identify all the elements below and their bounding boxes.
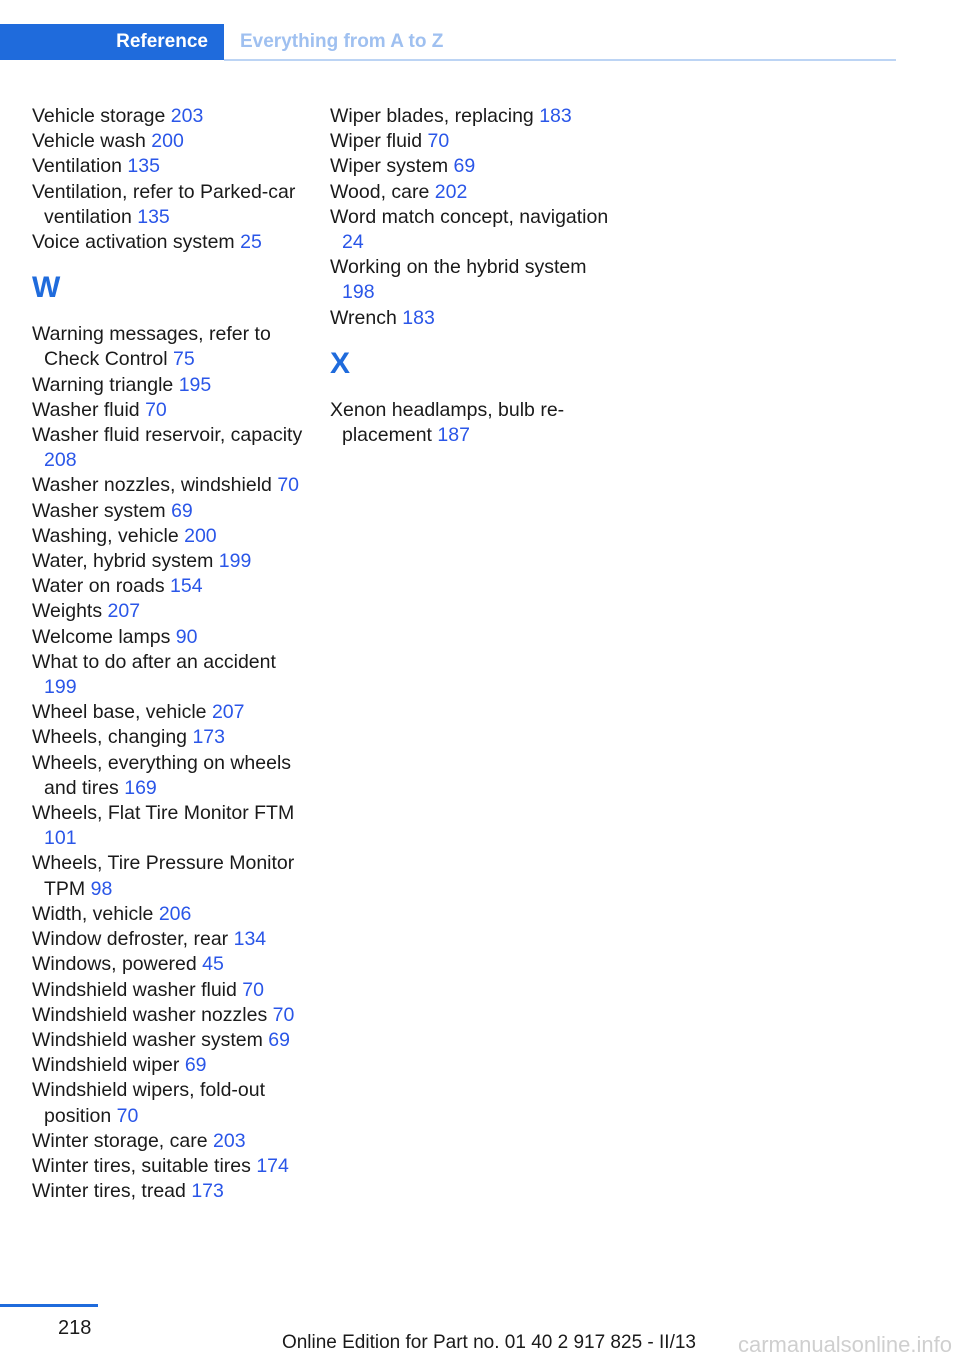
index-entry-term: Xenon headlamps, bulb replacement: [330, 398, 565, 447]
index-entry-term: Winter tires, suitable tires: [32, 1154, 251, 1177]
index-entry: [32, 599, 312, 624]
index-entry-term: Washer fluid reservoir, capacity: [32, 424, 303, 447]
section-tab-everything-a-to-z[interactable]: Everything from A to Z: [240, 31, 444, 52]
index-entry: [32, 927, 312, 952]
index-entry: [32, 104, 312, 129]
index-entry-term: Welcome lamps: [32, 625, 171, 648]
index-entry-term: Winter tires, tread: [32, 1180, 186, 1203]
page-link[interactable]: 134: [233, 928, 267, 951]
index-entry-term: Vehicle storage: [32, 105, 166, 127]
page-link[interactable]: 183: [402, 306, 435, 329]
page-link[interactable]: 173: [191, 1180, 224, 1203]
index-entry-term: Windshield washer nozzles: [32, 1003, 268, 1026]
index-entry-term: Washer fluid: [32, 398, 140, 421]
index-entry-term: Washer nozzles, windshield: [32, 474, 272, 497]
page-link[interactable]: 203: [213, 1129, 246, 1152]
page-link[interactable]: 200: [184, 524, 217, 547]
index-entry-term: What to do after an accident: [32, 650, 276, 673]
page-link[interactable]: 135: [127, 155, 160, 178]
index-entry: [32, 851, 312, 901]
page-link[interactable]: 98: [90, 877, 113, 900]
page-link[interactable]: 70: [427, 130, 450, 153]
index-entry: [32, 373, 312, 398]
index-entry-term: Wheels, changing: [32, 726, 188, 749]
index-entry-term: Windshield washer system: [32, 1028, 263, 1051]
index-entry: [330, 398, 610, 448]
index-entry: [32, 1078, 312, 1128]
index-entry-term: Working on the hybrid system: [330, 256, 587, 279]
page-link[interactable]: 198: [342, 281, 375, 304]
index-entry: [330, 180, 610, 205]
page-link[interactable]: 207: [211, 701, 245, 724]
page-link[interactable]: 199: [218, 550, 252, 573]
page-header: [0, 24, 896, 62]
index-entry-term: Windshield wipers, fold-out position: [32, 1079, 266, 1127]
page-link[interactable]: 173: [192, 726, 225, 749]
index-entry: [32, 700, 312, 725]
page-link[interactable]: 187: [437, 424, 470, 447]
index-entry: [32, 499, 312, 524]
index-entry: [330, 104, 610, 129]
section-letter-x: X: [330, 346, 351, 380]
index-entry-term: Wheels, Tire Pressure Monitor TPM: [32, 852, 295, 900]
page-link[interactable]: 70: [242, 978, 264, 1001]
index-entry: [330, 129, 610, 154]
page-link[interactable]: 208: [44, 449, 77, 472]
page-link[interactable]: 154: [170, 575, 203, 598]
index-entry-term: Wrench: [330, 306, 397, 329]
index-entry: [32, 473, 312, 498]
index-entry-term: Word match concept, navigation: [330, 205, 609, 228]
index-entry: [32, 978, 312, 1003]
page-number: 218: [58, 1317, 92, 1339]
page-link[interactable]: 45: [202, 953, 224, 976]
page-link[interactable]: 200: [151, 130, 184, 153]
index-column-right: [330, 104, 610, 448]
page-link[interactable]: 69: [268, 1028, 290, 1051]
page-link[interactable]: 69: [184, 1054, 207, 1077]
index-entry-term: Warning triangle: [32, 373, 174, 396]
page-link[interactable]: 169: [124, 776, 157, 799]
index-entry: [32, 1154, 312, 1179]
index-entry: [32, 725, 312, 750]
index-entry: [32, 1003, 312, 1028]
header-divider: [224, 59, 896, 61]
index-entry: [32, 230, 312, 255]
index-entry-term: Wiper blades, replacing: [330, 105, 534, 127]
page-link[interactable]: 174: [256, 1154, 289, 1177]
index-entry: [32, 650, 312, 700]
index-entry: [32, 1129, 312, 1154]
index-entry-term: Wood, care: [330, 180, 430, 203]
index-entry: [330, 205, 610, 255]
index-entry-term: Winter storage, care: [32, 1129, 208, 1152]
page-link[interactable]: 75: [172, 348, 195, 371]
index-entry-term: Warning messages, refer to Check Control: [32, 323, 271, 371]
index-entry: [32, 902, 312, 927]
index-entry-term: Ventilation: [32, 155, 122, 178]
page-link[interactable]: 69: [171, 499, 193, 522]
index-entry: [32, 180, 312, 230]
index-entry: [32, 625, 312, 650]
index-entry: [32, 322, 312, 372]
index-entry-term: Weights: [32, 600, 103, 623]
index-entry: [32, 751, 312, 801]
page-link[interactable]: 206: [158, 902, 192, 925]
index-entry-term: Wheels, everything on wheels and tires: [32, 751, 292, 799]
watermark: carmanualsonline.info: [737, 1332, 952, 1357]
index-entry: [330, 255, 610, 305]
page-link[interactable]: 70: [145, 398, 167, 421]
index-entry: [32, 801, 312, 851]
index-entry-term: Ventilation, refer to Parked-car ventilation: [32, 180, 296, 228]
page-link[interactable]: 70: [277, 474, 300, 497]
index-entry: [330, 306, 610, 331]
index-entry: [32, 574, 312, 599]
page-link[interactable]: 202: [434, 180, 468, 203]
index-entry-term: Wheels, Flat Tire Monitor FTM: [32, 802, 295, 825]
page-link[interactable]: 25: [240, 231, 262, 254]
page-link[interactable]: 69: [453, 155, 476, 178]
index-entry: [32, 1053, 312, 1078]
page-link[interactable]: 203: [170, 105, 204, 127]
index-entry-term: Windows, powered: [32, 953, 197, 976]
index-entry: [32, 1179, 312, 1204]
page-link[interactable]: 207: [107, 600, 141, 623]
index-entry-term: Water on roads: [32, 575, 165, 598]
index-entry: [32, 129, 312, 154]
page-link[interactable]: 101: [44, 827, 77, 850]
page-link[interactable]: 70: [272, 1003, 295, 1026]
index-entry: [32, 952, 312, 977]
index-entry-term: Wheel base, vehicle: [32, 701, 207, 724]
index-column-left: [32, 104, 312, 1204]
index-entry: [32, 549, 312, 574]
section-letter-w: W: [32, 271, 61, 305]
index-entry: [32, 524, 312, 549]
page-link[interactable]: 90: [175, 625, 198, 648]
page-link[interactable]: 199: [44, 676, 77, 699]
page-link[interactable]: 70: [116, 1104, 139, 1127]
page-link[interactable]: 24: [342, 231, 364, 254]
index-entry-term: Voice activation system: [32, 231, 235, 254]
index-entry-term: Windshield washer fluid: [32, 978, 237, 1001]
page-link[interactable]: 135: [137, 205, 170, 228]
page-link[interactable]: 195: [178, 373, 212, 396]
footer-divider: [0, 1304, 98, 1307]
index-entry-term: Window defroster, rear: [32, 928, 229, 951]
index-entry: [330, 154, 610, 179]
index-entry-term: Wiper system: [330, 155, 449, 178]
index-entry-term: Windshield wiper: [32, 1054, 180, 1077]
index-entry-term: Vehicle wash: [32, 130, 146, 153]
index-entry-term: Wiper fluid: [330, 130, 423, 153]
index-entry-term: Width, vehicle: [32, 902, 154, 925]
index-entry: [32, 423, 312, 473]
page-link[interactable]: 183: [539, 105, 572, 127]
edition-note: Online Edition for Part no. 01 40 2 917 825 - II/13: [281, 1332, 696, 1353]
index-entry-term: Washing, vehicle: [32, 524, 179, 547]
index-entry-term: Washer system: [32, 499, 166, 522]
index-entry: [32, 398, 312, 423]
section-tab-reference[interactable]: Reference: [0, 24, 224, 60]
index-entry: [32, 1028, 312, 1053]
index-entry: [32, 154, 312, 179]
index-entry-term: Water, hybrid system: [32, 550, 214, 573]
